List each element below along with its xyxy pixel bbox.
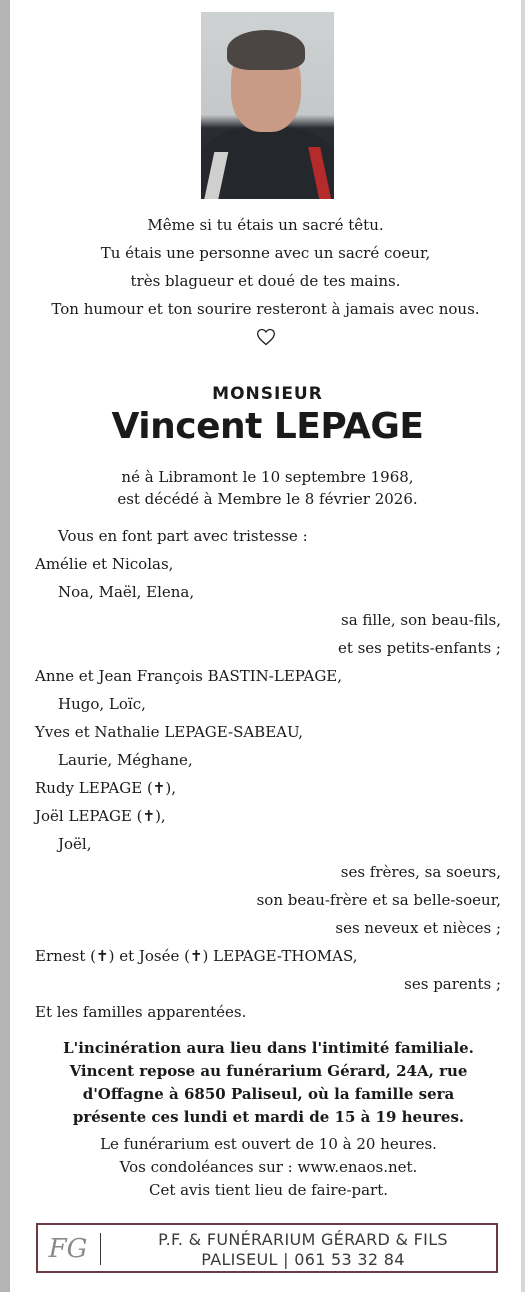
poem xyxy=(0,211,525,323)
family-line: Yves et Nathalie LEPAGE-SABEAU, xyxy=(35,723,304,741)
deceased-name: Vincent LEPAGE xyxy=(111,406,424,447)
family-relation: ses frères, sa soeurs, xyxy=(340,863,501,881)
notice-statement: Cet avis tient lieu de faire-part. xyxy=(148,1181,389,1199)
family-intro: Vous en font part avec tristesse : xyxy=(58,527,308,545)
funeral-home-banner xyxy=(36,1223,498,1273)
family-relation: sa fille, son beau-fils, xyxy=(341,611,501,629)
funeral-home-contact: PALISEUL | 061 53 32 84 xyxy=(201,1250,405,1269)
family-line: Laurie, Méghane, xyxy=(58,751,193,769)
family-line: Joël LEPAGE (✝), xyxy=(35,807,166,825)
poem-line: Ton humour et ton sourire resteront à jamais avec nous. xyxy=(51,300,480,318)
family-relation: et ses petits-enfants ; xyxy=(337,639,501,657)
ceremony-line: d'Offagne à 6850 Paliseul, où la famille sera xyxy=(82,1085,455,1103)
family-line: Amélie et Nicolas, xyxy=(35,555,174,573)
heart-icon xyxy=(256,327,276,347)
family-line: Et les familles apparentées. xyxy=(35,1003,247,1021)
right-margin-bar xyxy=(521,0,525,1292)
family-line: Joël, xyxy=(58,835,92,853)
ceremony-line: L'incinération aura lieu dans l'intimité familiale. xyxy=(63,1039,474,1057)
funeral-home-name: P.F. & FUNÉRARIUM GÉRARD & FILS xyxy=(158,1230,448,1249)
ceremony-line: Vincent repose au funérarium Gérard, 24A, rue xyxy=(69,1062,468,1080)
family-relation: ses neveux et nièces ; xyxy=(335,919,501,937)
honorific: MONSIEUR xyxy=(212,384,323,404)
birth-line: né à Libramont le 10 septembre 1968, xyxy=(121,468,414,486)
family-line: Hugo, Loïc, xyxy=(58,695,146,713)
condolences-info: Vos condoléances sur : www.enaos.net. xyxy=(119,1158,418,1176)
poem-line: Tu étais une personne avec un sacré coeur, xyxy=(100,244,431,262)
family-line: Noa, Maël, Elena, xyxy=(58,583,195,601)
divider xyxy=(100,1233,101,1265)
funeral-home-logo: FG xyxy=(48,1234,88,1264)
family-relation: ses parents ; xyxy=(404,975,501,993)
death-line: est décédé à Membre le 8 février 2026. xyxy=(117,490,418,508)
portrait-photo xyxy=(201,12,334,199)
family-line: Anne et Jean François BASTIN-LEPAGE, xyxy=(35,667,343,685)
family-line: Ernest (✝) et Josée (✝) LEPAGE-THOMAS, xyxy=(35,947,358,965)
poem-line: Même si tu étais un sacré têtu. xyxy=(147,216,384,234)
left-margin-bar xyxy=(0,0,10,1292)
poem-line: très blagueur et doué de tes mains. xyxy=(130,272,401,290)
ceremony-line: présente ces lundi et mardi de 15 à 19 heures. xyxy=(72,1108,465,1126)
family-line: Rudy LEPAGE (✝), xyxy=(35,779,176,797)
birth-death-info xyxy=(0,466,525,510)
opening-hours: Le funérarium est ouvert de 10 à 20 heures. xyxy=(100,1135,437,1153)
family-relation: son beau-frère et sa belle-soeur, xyxy=(256,891,501,909)
